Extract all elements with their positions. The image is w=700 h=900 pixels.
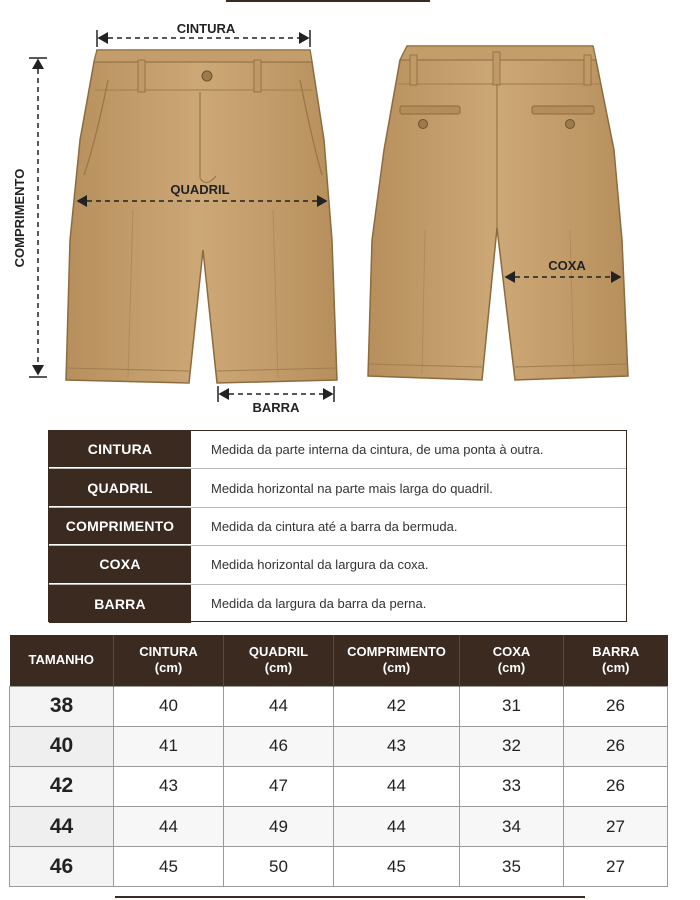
definition-row	[49, 469, 626, 507]
definition-text: Medida horizontal na parte mais larga do quadril.	[211, 480, 493, 496]
definition-text: Medida da cintura até a barra da bermuda.	[211, 518, 458, 534]
definition-row	[49, 585, 626, 623]
definition-text: Medida da largura da barra da perna.	[211, 596, 427, 612]
size-cell: 40	[10, 726, 114, 766]
size-cell: 38	[10, 686, 114, 726]
comprimento-cell: 44	[334, 807, 460, 847]
cintura-cell: 43	[114, 766, 224, 806]
barra-cell: 26	[564, 686, 668, 726]
barra-cell: 27	[564, 847, 668, 887]
size-chart-table	[9, 635, 668, 887]
table-row	[10, 686, 668, 726]
header-comprimento: COMPRIMENTO (cm)	[334, 635, 460, 686]
quadril-cell: 46	[224, 726, 334, 766]
barra-cell: 26	[564, 726, 668, 766]
barra-cell: 26	[564, 766, 668, 806]
header-barra: BARRA (cm)	[564, 635, 668, 686]
quadril-cell: 49	[224, 807, 334, 847]
size-cell: 46	[10, 847, 114, 887]
bottom-rule	[115, 896, 585, 898]
definition-term: CINTURA	[49, 431, 191, 468]
front-shorts-illustration	[66, 50, 337, 383]
coxa-cell: 32	[460, 726, 564, 766]
definition-row	[49, 546, 626, 584]
measurement-definitions-table	[48, 430, 627, 622]
header-coxa: COXA (cm)	[460, 635, 564, 686]
definition-term: COMPRIMENTO	[49, 508, 191, 545]
comprimento-cell: 43	[334, 726, 460, 766]
definition-row	[49, 431, 626, 469]
comprimento-cell: 44	[334, 766, 460, 806]
definition-text: Medida da parte interna da cintura, de uma ponta à outra.	[211, 442, 544, 458]
coxa-cell: 31	[460, 686, 564, 726]
coxa-cell: 34	[460, 807, 564, 847]
table-row	[10, 766, 668, 806]
comprimento-measure	[12, 58, 47, 377]
definition-term: BARRA	[49, 585, 191, 623]
comprimento-cell: 42	[334, 686, 460, 726]
cintura-measure	[97, 21, 310, 47]
cintura-label: CINTURA	[176, 21, 236, 36]
cintura-cell: 45	[114, 847, 224, 887]
comprimento-label: COMPRIMENTO	[12, 168, 27, 268]
barra-cell: 27	[564, 807, 668, 847]
back-shorts-illustration	[368, 46, 628, 380]
definition-term: QUADRIL	[49, 469, 191, 506]
size-cell: 44	[10, 807, 114, 847]
coxa-label: COXA	[548, 258, 586, 273]
table-row	[10, 726, 668, 766]
cintura-cell: 44	[114, 807, 224, 847]
definition-row	[49, 508, 626, 546]
coxa-cell: 35	[460, 847, 564, 887]
table-row	[10, 847, 668, 887]
header-cintura: CINTURA (cm)	[114, 635, 224, 686]
size-cell: 42	[10, 766, 114, 806]
table-row	[10, 807, 668, 847]
coxa-cell: 33	[460, 766, 564, 806]
cintura-cell: 40	[114, 686, 224, 726]
barra-measure	[218, 386, 334, 415]
quadril-cell: 50	[224, 847, 334, 887]
measurement-illustration	[0, 0, 700, 420]
quadril-label: QUADRIL	[170, 182, 230, 197]
comprimento-cell: 45	[334, 847, 460, 887]
definition-term: COXA	[49, 546, 191, 583]
size-table-header	[10, 635, 668, 686]
cintura-cell: 41	[114, 726, 224, 766]
quadril-cell: 44	[224, 686, 334, 726]
barra-label: BARRA	[252, 400, 300, 415]
header-tamanho: TAMANHO	[10, 635, 114, 686]
header-quadril: QUADRIL (cm)	[224, 635, 334, 686]
quadril-cell: 47	[224, 766, 334, 806]
definition-text: Medida horizontal da largura da coxa.	[211, 557, 429, 573]
